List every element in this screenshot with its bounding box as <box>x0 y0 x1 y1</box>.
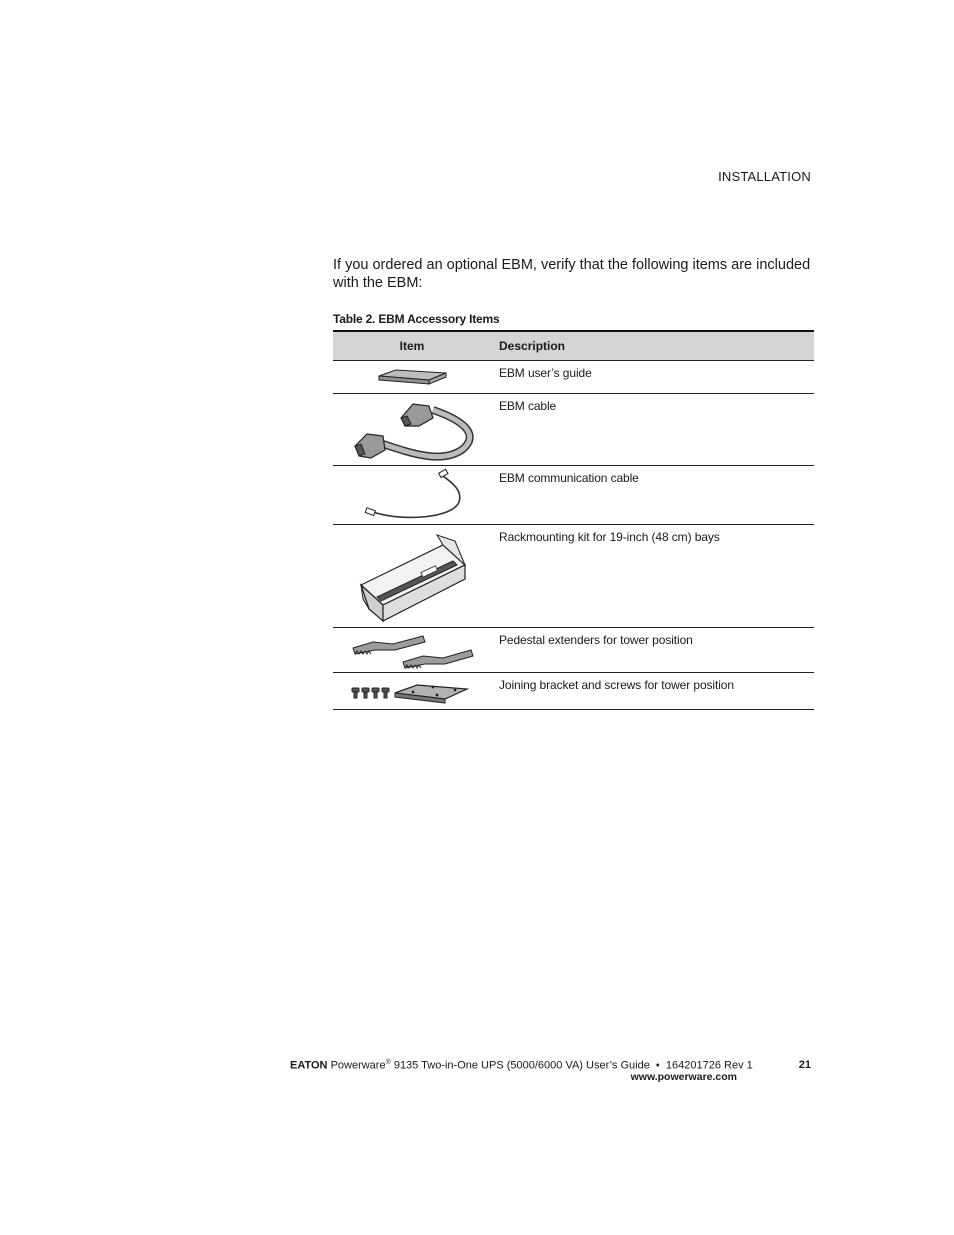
manual-icon <box>333 361 491 393</box>
registered-mark: ® <box>385 1059 391 1066</box>
item-cell <box>333 525 491 627</box>
table-row <box>333 361 814 394</box>
item-description: EBM user’s guide <box>499 366 592 380</box>
table-row <box>333 394 814 466</box>
communication-cable-icon <box>333 466 491 524</box>
footer-product: Powerware <box>330 1059 386 1072</box>
table-caption: Table 2. EBM Accessory Items <box>333 312 500 326</box>
power-cable-icon <box>333 394 491 465</box>
pedestal-extender-icon <box>333 628 491 672</box>
accessory-table <box>333 330 814 710</box>
item-description: Rackmounting kit for 19-inch (48 cm) bays <box>499 530 720 544</box>
footer-guide-title: 9135 Two-in-One UPS (5000/6000 VA) User’s Guide • 164201726 Rev 1 <box>390 1059 753 1072</box>
item-cell <box>333 628 491 672</box>
footer-website: www.powerware.com <box>630 1071 737 1083</box>
section-header: INSTALLATION <box>718 169 811 184</box>
item-cell <box>333 361 491 393</box>
item-cell <box>333 466 491 524</box>
table-row <box>333 628 814 673</box>
footer-title <box>290 1059 753 1072</box>
item-description: EBM communication cable <box>499 471 639 485</box>
item-cell <box>333 673 491 709</box>
footer-brand: EATON <box>290 1059 328 1072</box>
column-header-description: Description <box>499 339 566 353</box>
item-description: Joining bracket and screws for tower position <box>499 678 734 692</box>
table-row <box>333 525 814 628</box>
table-row <box>333 466 814 525</box>
rackmount-kit-icon <box>333 525 491 627</box>
item-cell <box>333 394 491 465</box>
bracket-screws-icon <box>333 673 491 709</box>
page-number: 21 <box>798 1059 811 1071</box>
item-description: Pedestal extenders for tower position <box>499 633 693 647</box>
table-row <box>333 673 814 710</box>
column-header-item: Item <box>399 339 425 353</box>
table-header <box>333 332 814 361</box>
intro-paragraph: If you ordered an optional EBM, verify that the following items are included with the EBM: <box>333 257 811 291</box>
item-description: EBM cable <box>499 399 557 413</box>
